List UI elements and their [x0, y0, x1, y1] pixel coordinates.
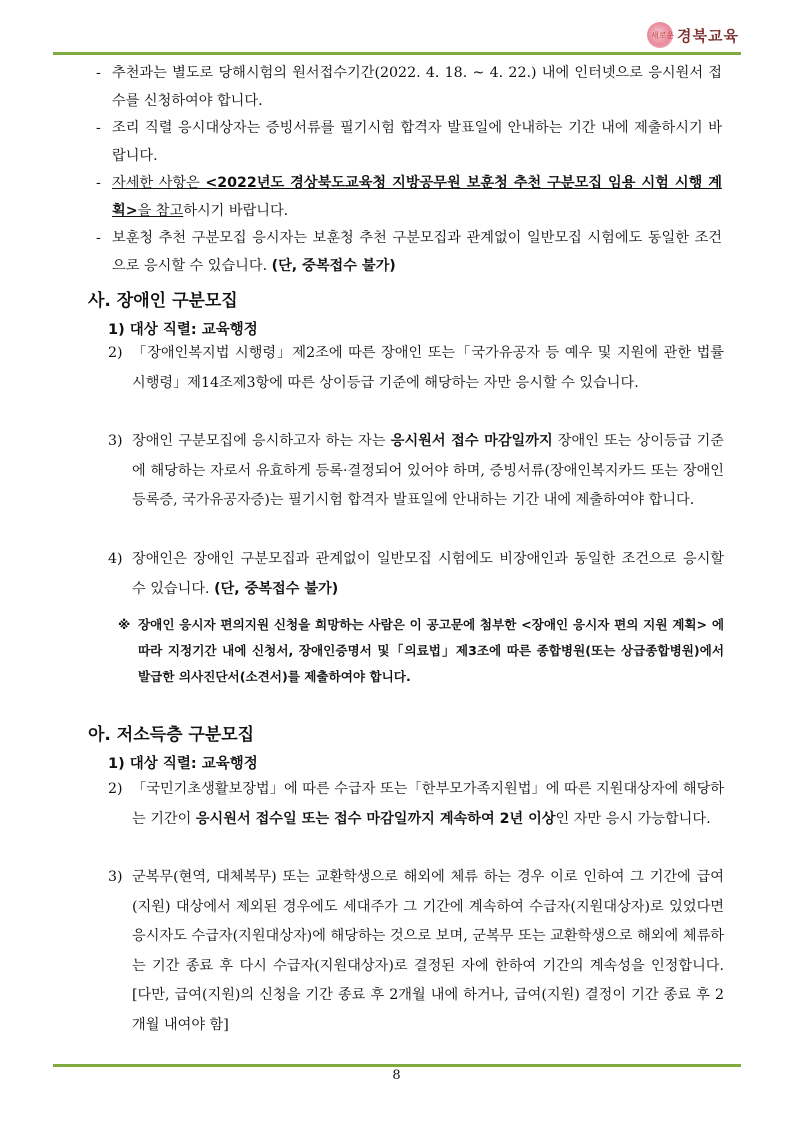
logo-small-text: 새로운	[651, 31, 675, 40]
numbered-item: 3) 장애인 구분모집에 응시하고자 하는 자는 응시원서 접수 마감일까지 장애인 또는 상이등급 기준에 해당하는 자로서 유효하게 등록·결정되어 있어야 하며, 증빙서류(장애인복지카드 또는 장애인등록증, 국가유공자증)는 필기시험 합격자 발표일에 안내하는 기간 내에 제출하여야 합니다.	[108, 433, 725, 508]
section-title-disabled: 사. 장애인 구분모집	[88, 291, 238, 311]
bullet-text: 자세한 사항은 <2022년도 경상북도교육청 지방공무원 보훈청 추천 구분모집 임용 시험 시행 계획>을 참고	[112, 175, 722, 219]
bullet-text: 보훈청 추천 구분모집 응시자는 보훈청 추천 구분모집과 관계없이 일반모집 시험에도 동일한 조건으로 응시할 수 있습니다.	[112, 230, 722, 274]
reference-note: ※ 장애인 응시자 편의지원 신청을 희망하는 사람은 이 공고문에 첨부한 <장애인 응시자 편의 지원 계획> 에 따라 지정기간 내에 신청서, 장애인증명서 및「의료법」제3조에 따른 종합병원(또는 상급종합병원)에서 발급한 의사진단서(소견서)를 제출하여야 합니다.	[118, 617, 724, 684]
numbered-item: 3) 군복무(현역, 대체복무) 또는 교환학생으로 해외에 체류 하는 경우 이로 인하여 그 기간에 급여(지원) 대상에서 제외된 경우에도 세대주가 그 기간에 계속하여 수급자(지원대상자)로 있었다면 응시자도 수급자(지원대상자)에 해당하는 것으로 보며, 군복무 또는 교환학생으로 해외에 체류하는 기간 종료 후 다시 수급자(지원대상자)로 결정된 자에 한하여 기간의 계속성을 인정합니다. [다만, 급여(지원)의 신청을 기간 종료 후 2개월 내에 하거나, 급여(지원) 결정이 기간 종료 후 2개월 내여야 함]	[108, 869, 724, 1033]
bullet-item: - 추천과는 별도로 당해시험의 원서접수기간(2022. 4. 18. ~ 4. 22.) 내에 인터넷으로 응시원서 접수를 신청하여야 합니다.	[96, 65, 722, 109]
numbered-item: 2) 「장애인복지법 시행령」제2조에 따른 장애인 또는「국가유공자 등 예우 및 지원에 관한 법률 시행령」제14조제3항에 따른 상이등급 기준에 해당하는 자만 응시할 수 있습니다.	[108, 345, 724, 391]
bullet-item: - 조리 직렬 응시대상자는 증빙서류를 필기시험 합격자 발표일에 안내하는 기간 내에 제출하시기 바랍니다.	[96, 120, 722, 164]
bullet-text: 조리 직렬 응시대상자는 증빙서류를 필기시험 합격자 발표일에 안내하는 기간 내에 제출하시기 바랍니다.	[112, 120, 722, 164]
section-title-low-income: 아. 저소득층 구분모집	[88, 725, 255, 745]
top-rule	[53, 52, 741, 55]
target-position: 1) 대상 직렬: 교육행정	[108, 756, 258, 772]
page-number: 8	[392, 1068, 401, 1083]
target-position: 1) 대상 직렬: 교육행정	[108, 322, 258, 338]
duplicate-notice: (단, 중복접수 불가)	[271, 257, 396, 274]
logo-text: 경북교육	[677, 26, 739, 45]
numbered-item: 4) 장애인은 장애인 구분모집과 관계없이 일반모집 시험에도 비장애인과 동일한 조건으로 응시할 수 있습니다. (단, 중복접수 불가)	[108, 551, 724, 597]
bullet-item: - 보훈청 추천 구분모집 응시자는 보훈청 추천 구분모집과 관계없이 일반모집 시험에도 동일한 조건으로 응시할 수 있습니다. (단, 중복접수 불가)	[96, 230, 722, 274]
header-logo	[647, 22, 739, 48]
logo-emblem-icon	[647, 22, 673, 48]
bottom-rule	[53, 1064, 741, 1067]
bullet-text: 추천과는 별도로 당해시험의 원서접수기간(2022. 4. 18. ~ 4. 22.) 내에 인터넷으로 응시원서 접수를 신청하여야 합니다.	[112, 65, 722, 109]
numbered-item: 2) 「국민기초생활보장법」에 따른 수급자 또는「한부모가족지원법」에 따른 지원대상자에 해당하는 기간이 응시원서 접수일 또는 접수 마감일까지 계속하여 2년 이상인 자만 응시 가능합니다.	[108, 781, 724, 827]
bullet-item: - 자세한 사항은 <2022년도 경상북도교육청 지방공무원 보훈청 추천 구분모집 임용 시험 시행 계획>을 참고하시기 바랍니다.	[96, 175, 722, 219]
plan-reference: <2022년도 경상북도교육청 지방공무원 보훈청 추천 구분모집 임용 시험 시행 계획>	[112, 175, 722, 219]
